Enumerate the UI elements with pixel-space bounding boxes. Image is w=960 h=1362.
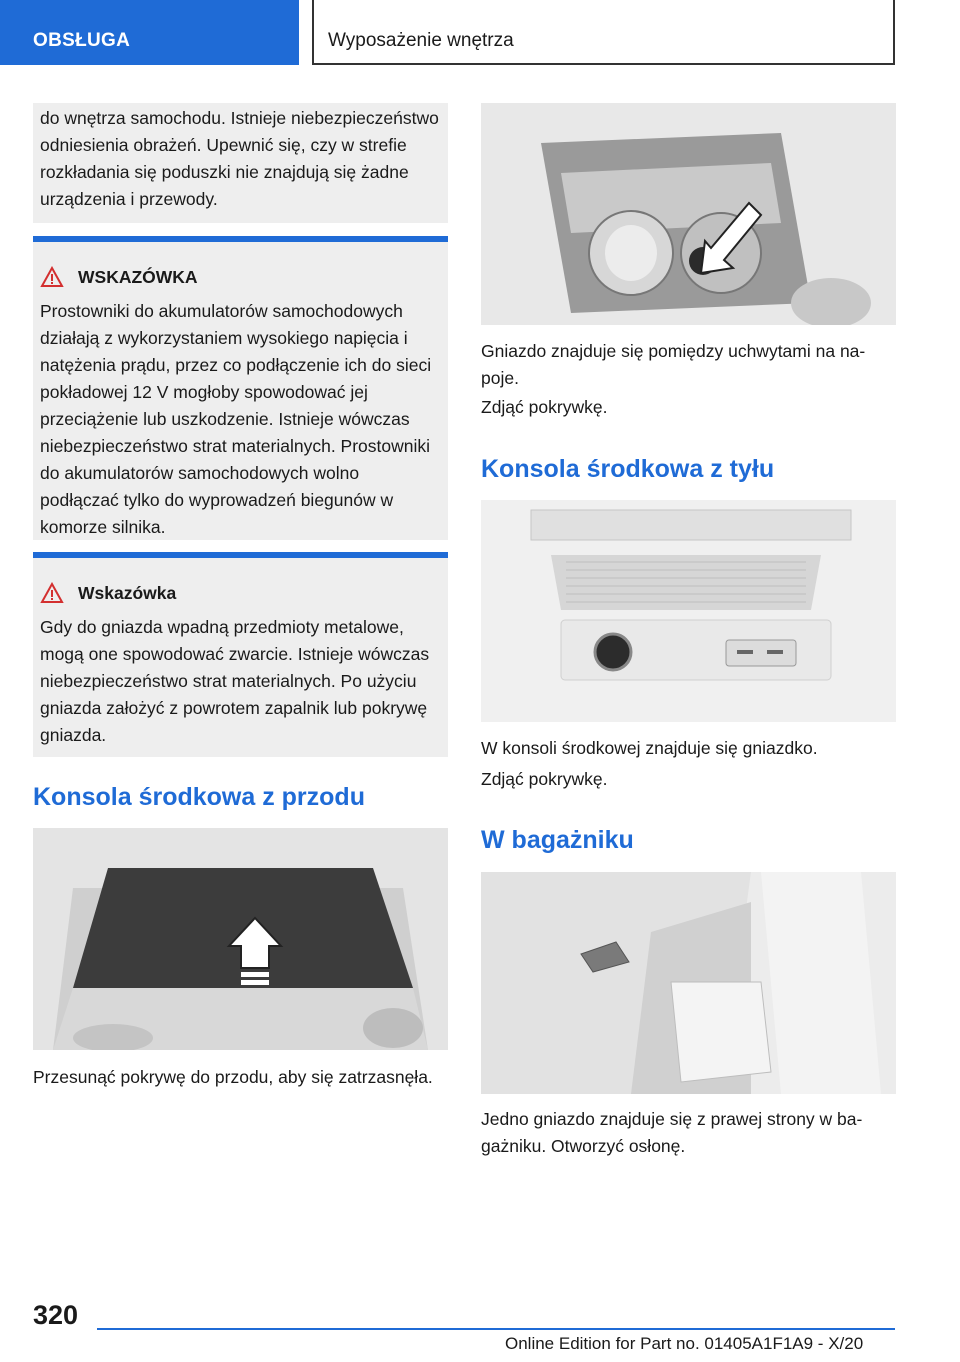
intro-text: do wnętrza samochodu. Istnieje niebezpieczeństwo odniesienia obrażeń. Upewnić się, czy w strefie rozkładania się poduszki nie znajdują się żadne urządzenia i przewody. — [40, 108, 439, 209]
page-number: 320 — [33, 1300, 79, 1330]
trunk-heading: W bagażniku — [481, 826, 634, 854]
rear-console-image — [481, 500, 896, 722]
chapter-tab: OBSŁUGA — [0, 0, 299, 65]
warning-bar — [33, 552, 448, 558]
warning-text-2: Gdy do gniazda wpadną przedmioty metalowe, mogą one spowodować zwarcie. Istnieje wówczas niebezpieczeństwo strat materialnych. Po użyciu gniazda założyć z powrotem zapalnik lub pokrywę gniazda. — [40, 617, 430, 745]
warning-title-text-1: WSKAZÓWKA — [78, 266, 198, 287]
warning-box-2 — [33, 552, 448, 757]
edition-text: Online Edition for Part no. 01405A1F1A9 - X/20 — [505, 1334, 864, 1353]
warning-text-1: Prostowniki do akumulatorów samochodowych działają z wykorzystaniem wysokiego napięcia i natężenia prądu, przez co podłączenie ich do sieci pokładowej 12 V mogłoby spowodować jej przeciążenie lub uszkodzenie. Istnieje wówczas niebezpieczeństwo strat materialnych. Prostowniki do akumulatorów samochodowych wolno podłączać tylko do wyprowadzeń biegunów w komorze silnika. — [40, 301, 432, 537]
warning-title-text-2: Wskazówka — [78, 582, 177, 603]
front-console-heading: Konsola środkowa z przodu — [33, 783, 365, 811]
warning-title-1 — [40, 262, 441, 292]
cupholder-socket-image — [481, 103, 896, 325]
warning-title-2 — [40, 578, 441, 608]
rear-console-caption: W konsoli środkowej znajduje się gniazdko. — [481, 738, 818, 758]
warning-bar — [33, 236, 448, 242]
cupholder-caption-2: Zdjąć pokrywkę. — [481, 397, 608, 417]
warning-triangle-icon — [40, 582, 64, 604]
rear-console-caption-2: Zdjąć pokrywkę. — [481, 769, 608, 789]
cupholder-caption: Gniazdo znajduje się pomiędzy uchwytami na napoje. — [481, 341, 866, 388]
section-title: Wyposażenie wnętrza — [312, 0, 895, 65]
trunk-socket-image — [481, 872, 896, 1094]
rear-console-heading: Konsola środkowa z tyłu — [481, 455, 775, 483]
trunk-caption: Jedno gniazdo znajduje się z prawej strony w bagażniku. Otworzyć osłonę. — [481, 1109, 863, 1156]
front-console-image — [33, 828, 448, 1050]
footer-divider — [97, 1328, 895, 1330]
intro-box — [33, 103, 448, 223]
warning-triangle-icon — [40, 266, 64, 288]
front-console-caption: Przesunąć pokrywę do przodu, aby się zatrzasnęła. — [33, 1067, 433, 1087]
warning-box-1 — [33, 236, 448, 540]
